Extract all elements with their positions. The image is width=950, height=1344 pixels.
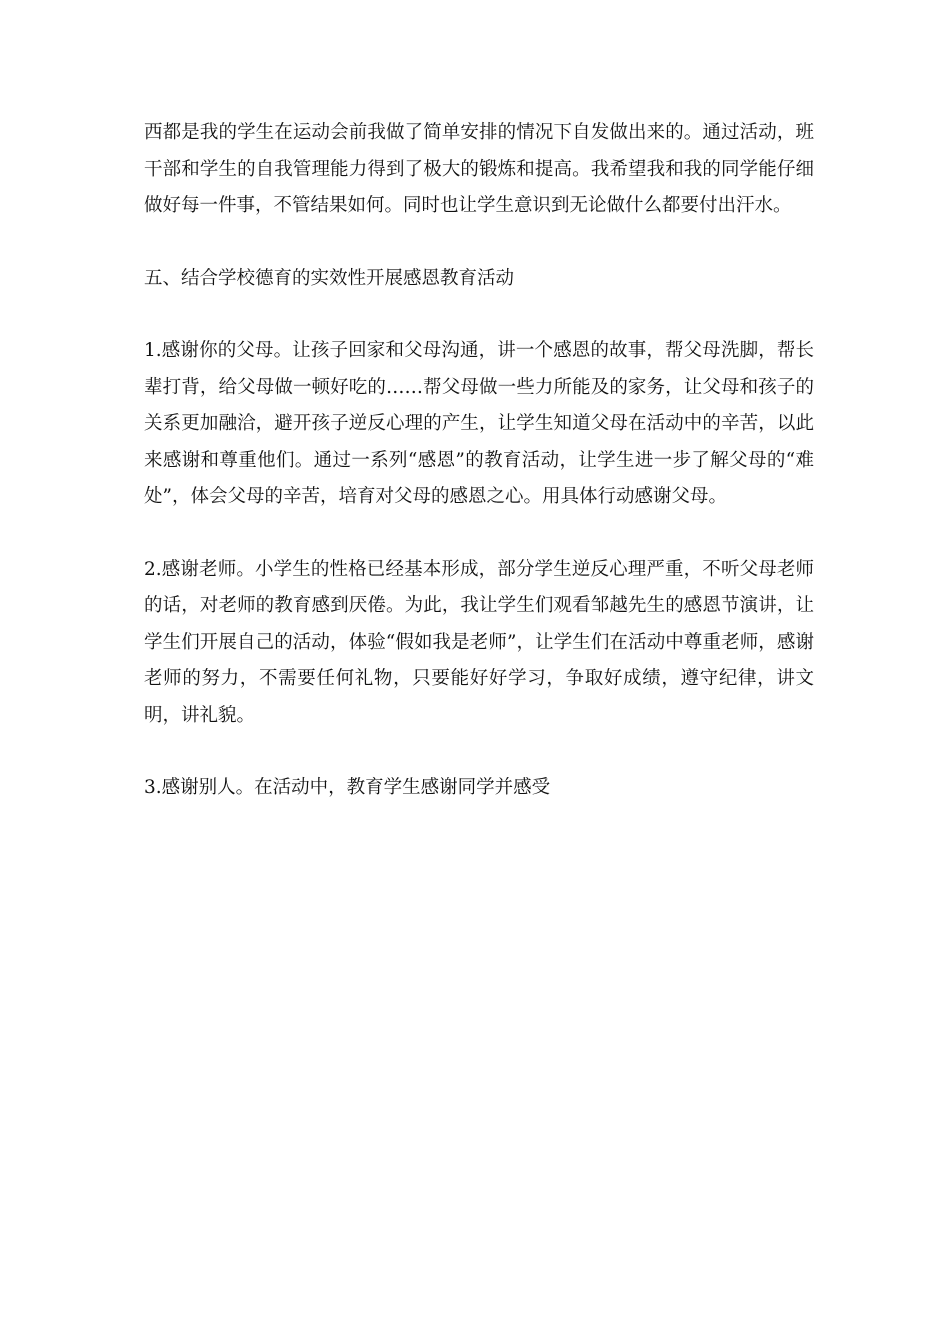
paragraph-thank-teachers: 2.感谢老师。小学生的性格已经基本形成，部分学生逆反心理严重，不听父母老师的话，对老师的教育感到厌倦。为此，我让学生们观看邹越先生的感恩节演讲，让学生们开展自己的活动，体验“假如我是老师”，让学生们在活动中尊重老师，感谢老师的努力，不需要任何礼物，只要能好好学习，争取好成绩，遵守纪律，讲文明，讲礼貌。 (144, 558, 814, 726)
paragraph-continuation: 西都是我的学生在运动会前我做了简单安排的情况下自发做出来的。通过活动，班干部和学生的自我管理能力得到了极大的锻炼和提高。我希望我和我的同学能仔细做好每一件事，不管结果如何。同时也让学生意识到无论做什么都要付出汗水。 (144, 122, 814, 216)
section-heading: 五、结合学校德育的实效性开展感恩教育活动 (144, 267, 515, 289)
document-body (144, 115, 814, 807)
paragraph-thank-others: 3.感谢别人。在活动中，教育学生感谢同学并感受 (144, 777, 551, 798)
paragraph-thank-parents: 1.感谢你的父母。让孩子回家和父母沟通，讲一个感恩的故事，帮父母洗脚，帮长辈打背，给父母做一顿好吃的……帮父母做一些力所能及的家务，让父母和孩子的关系更加融洽，避开孩子逆反心理的产生，让学生知道父母在活动中的辛苦，以此来感谢和尊重他们。通过一系列“感恩”的教育活动，让学生进一步了解父母的“难处”，体会父母的辛苦，培育对父母的感恩之心。用具体行动感谢父母。 (144, 340, 814, 507)
